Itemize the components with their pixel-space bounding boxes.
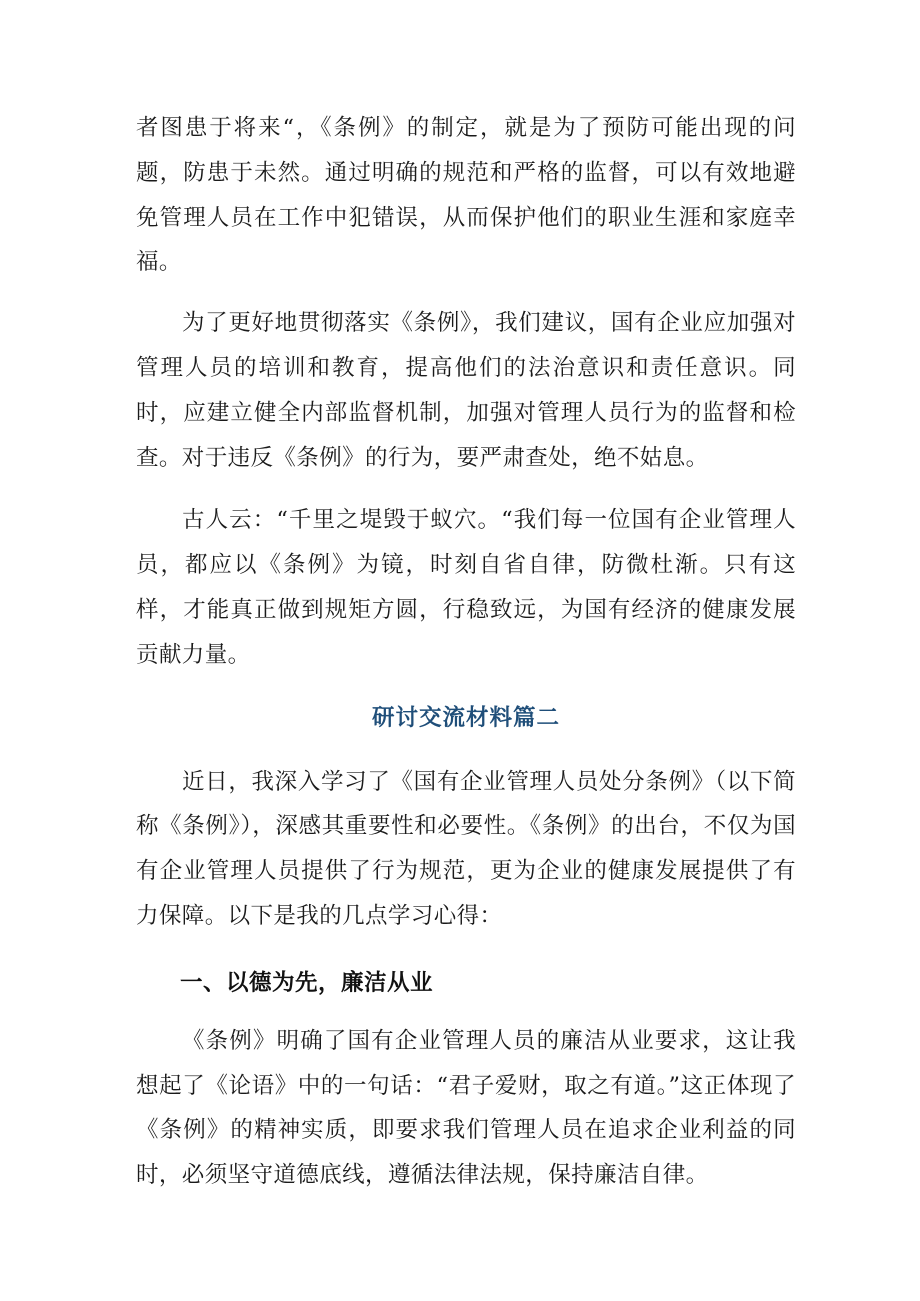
paragraph-suggestion: 为了更好地贯彻落实《条例》，我们建议，国有企业应加强对管理人员的培训和教育，提高他们的法治意识和责任意识。同时，应建立健全内部监督机制，加强对管理人员行为的监督和检查。对于违反《条例》的行为，要严肃查处，绝不姑息。	[136, 310, 796, 471]
paragraph-intro: 近日，我深入学习了《国有企业管理人员处分条例》（以下简称《条例》），深感其重要性和必要性。《条例》的出台，不仅为国有企业管理人员提供了行为规范，更为企业的健康发展提供了有力保障。以下是我的几点学习心得：	[136, 768, 796, 929]
paragraph-integrity: 《条例》明确了国有企业管理人员的廉洁从业要求，这让我想起了《论语》中的一句话：“君子爱财，取之有道。”这正体现了《条例》的精神实质，即要求我们管理人员在追求企业利益的同时，必须坚守道德底线，遵循法律法规，保持廉洁自律。	[136, 1027, 796, 1189]
article-title: 研讨交流材料篇二	[371, 704, 560, 731]
section-heading: 一、以德为先，廉洁从业	[180, 969, 434, 996]
paragraph-quote: 古人云：“千里之堤毁于蚁穴。“我们每一位国有企业管理人员，都应以《条例》为镜，时刻自省自律，防微杜渐。只有这样，才能真正做到规矩方圆，行稳致远，为国有经济的健康发展贡献力量。	[136, 507, 796, 668]
paragraph-continued: 者图患于将来“，《条例》的制定，就是为了预防可能出现的问题，防患于未然。通过明确的规范和严格的监督，可以有效地避免管理人员在工作中犯错误，从而保护他们的职业生涯和家庭幸福。	[136, 115, 796, 276]
document-body	[136, 106, 796, 1216]
